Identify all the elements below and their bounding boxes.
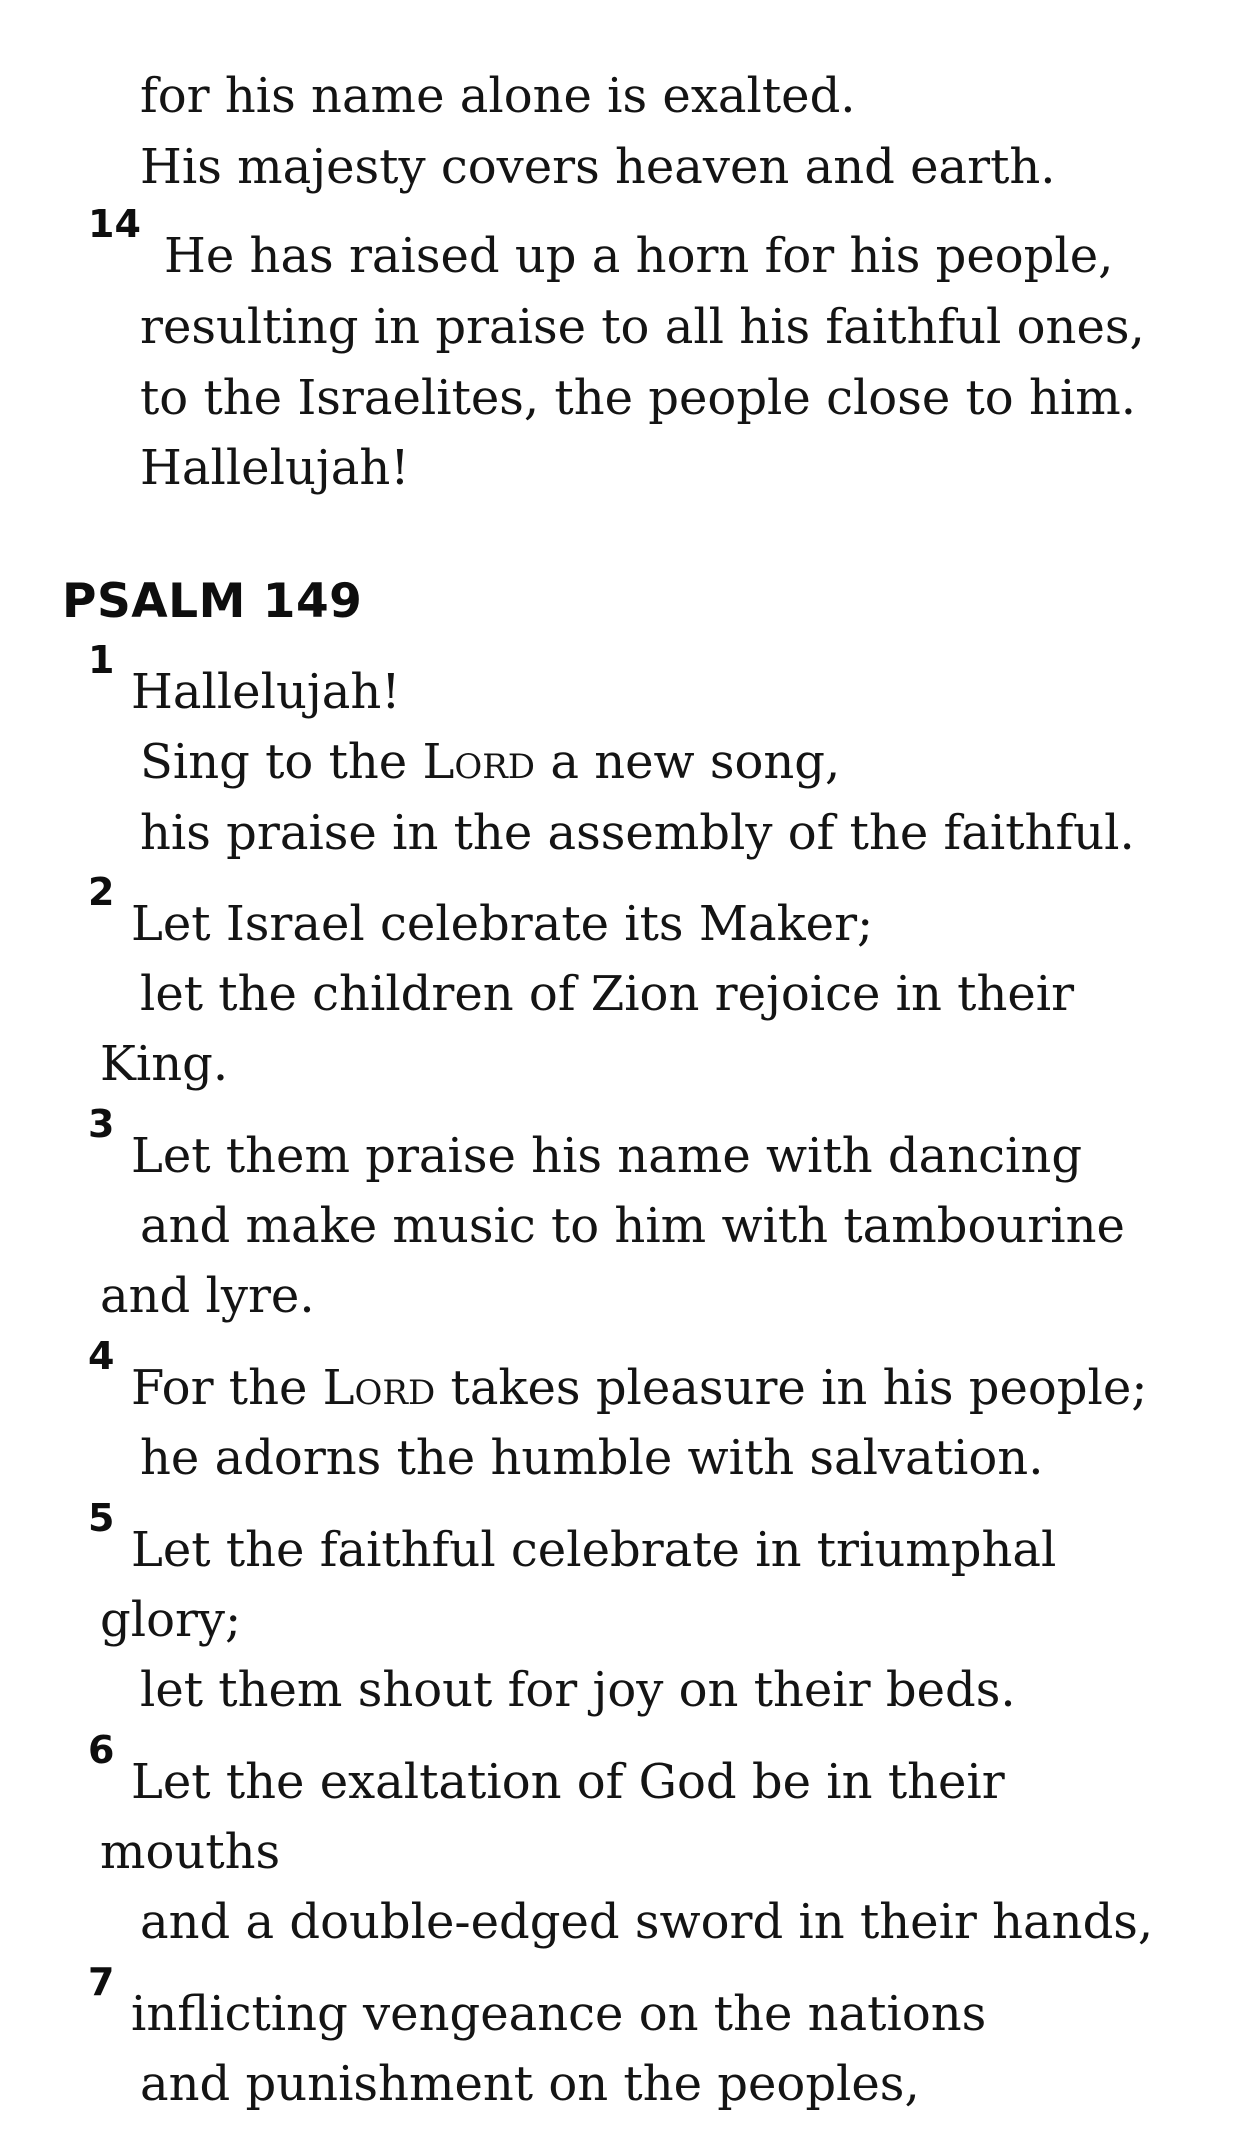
- verse-line: King.: [100, 1036, 229, 1092]
- verse-line: and make music to him with tambourine: [140, 1198, 1125, 1254]
- verse-line: His majesty covers heaven and earth.: [140, 139, 1056, 195]
- psalm-heading: PSALM 149: [62, 574, 363, 629]
- verse-line: inflicting vengeance on the nations: [131, 1986, 987, 2042]
- verse-line: He has raised up a horn for his people,: [164, 228, 1114, 284]
- verse-line: and punishment on the peoples,: [140, 2056, 920, 2112]
- verse-line: resulting in praise to all his faithful ones,: [140, 299, 1145, 355]
- verse-line: his praise in the assembly of the faithful.: [140, 805, 1135, 861]
- verse-line: and a double-edged sword in their hands,: [140, 1894, 1154, 1950]
- verse-line: let the children of Zion rejoice in their: [140, 966, 1075, 1022]
- verse-line: Let them praise his name with dancing: [131, 1128, 1083, 1184]
- verse-line: for his name alone is exalted.: [140, 68, 856, 124]
- lord-small-caps: Lord: [422, 734, 536, 790]
- verse-line: mouths: [100, 1824, 281, 1880]
- verse-line: Sing to the Lord a new song,: [140, 734, 841, 790]
- verse-number-7: 7: [88, 1960, 115, 2004]
- verse-number-5: 5: [88, 1496, 115, 1540]
- verse-number-3: 3: [88, 1102, 115, 1146]
- verse-number-2: 2: [88, 870, 115, 914]
- verse-line: Let Israel celebrate its Maker;: [131, 896, 874, 952]
- verse-line: and lyre.: [100, 1268, 315, 1324]
- verse-line: Let the faithful celebrate in triumphal: [131, 1522, 1057, 1578]
- verse-line: glory;: [100, 1592, 242, 1648]
- verse-number-4: 4: [88, 1334, 115, 1378]
- lord-small-caps: Lord: [322, 1360, 436, 1416]
- verse-line: he adorns the humble with salvation.: [140, 1430, 1044, 1486]
- verse-line: Hallelujah!: [131, 664, 401, 720]
- verse-number-1: 1: [88, 638, 115, 682]
- verse-line: Let the exaltation of God be in their: [131, 1754, 1005, 1810]
- verse-line: For the Lord takes pleasure in his people;: [131, 1360, 1148, 1416]
- verse-line: to the Israelites, the people close to him.: [140, 370, 1136, 426]
- verse-number-6: 6: [88, 1728, 115, 1772]
- verse-line: let them shout for joy on their beds.: [140, 1662, 1016, 1718]
- verse-line: Hallelujah!: [140, 440, 410, 496]
- verse-number-14: 14: [88, 202, 141, 246]
